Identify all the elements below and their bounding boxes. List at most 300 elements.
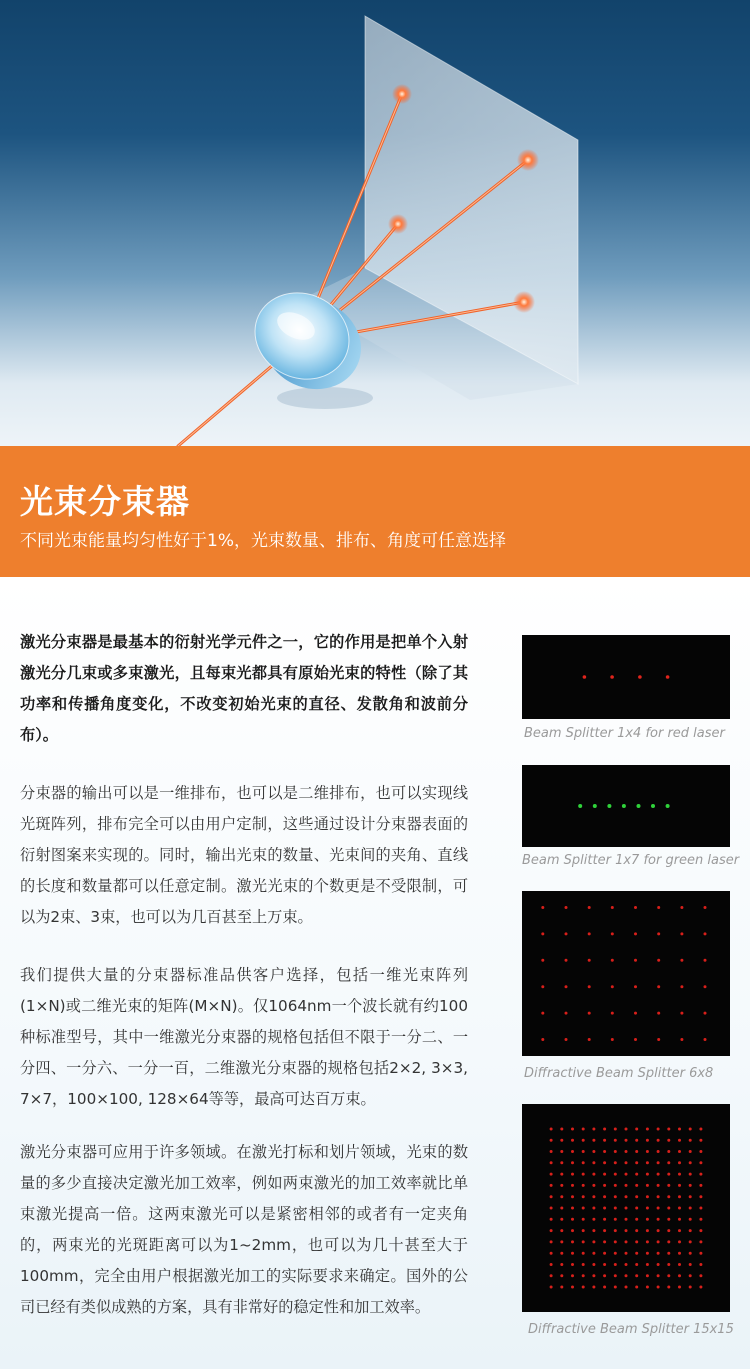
beam-splitter-illustration [0,0,750,446]
sample-caption: Diffractive Beam Splitter 15x15 [528,1322,734,1337]
laser-spot [637,804,641,808]
laser-spot [603,1263,606,1266]
laser-spot [657,1286,660,1289]
laser-spot [582,1207,585,1210]
laser-spot [689,1286,692,1289]
laser-spot [625,1161,628,1164]
laser-spot [646,1229,649,1232]
laser-spot [667,1274,670,1277]
output-paragraph: 分束器的输出可以是一维排布，也可以是二维排布，也可以实现线光斑阵列，排布完全可以由用户定制，这些通过设计分束器表面的衍射图案来实现的。同时，输出光束的数量、光束间的夹角、直线的长度和数量都可以任意定制。激光光束的个数更是不受限制，可以为2束、3束，也可以为几百甚至上万束。 [20,784,468,926]
laser-spot [571,1286,574,1289]
laser-spot [678,1263,681,1266]
laser-spot [592,1184,595,1187]
laser-spot [592,1150,595,1153]
laser-spot [657,985,660,988]
laser-spot [625,1128,628,1131]
laser-spot [571,1173,574,1176]
laser-spot [646,1195,649,1198]
laser-spot [699,1263,702,1266]
laser-spot [689,1263,692,1266]
laser-spot [614,1207,617,1210]
laser-spot [588,1038,591,1041]
laser-spot [657,906,660,909]
laser-spot [588,985,591,988]
laser-spot [667,1195,670,1198]
laser-spot [541,1038,544,1041]
laser-spot [614,1161,617,1164]
laser-spot [657,1150,660,1153]
laser-spot [571,1229,574,1232]
laser-spot [689,1150,692,1153]
laser-spot [603,1252,606,1255]
laser-spot [592,1195,595,1198]
laser-spot [541,985,544,988]
laser-spot [614,1184,617,1187]
laser-spot [634,932,637,935]
laser-spot [699,1207,702,1210]
laser-spot [614,1274,617,1277]
laser-spot [680,1012,683,1015]
laser-spot [704,1038,707,1041]
applications-paragraph: 激光分束器可应用于许多领域。在激光打标和划片领域，光束的数量的多少直接决定激光加工效率，例如两束激光的加工效率就比单束激光提高一倍。这两束激光可以是紧密相邻的或者有一定夹角的，两束光的光斑距离可以为1~2mm，也可以为几十甚至大于100mm，完全由用户根据激光加工的实际要求来确定。国外的公司已经有类似成熟的方案，具有非常好的稳定性和加工效率。 [20,1143,468,1316]
laser-spot [541,959,544,962]
laser-spot [578,804,582,808]
laser-spot [571,1207,574,1210]
laser-spot [680,932,683,935]
laser-spot [646,1218,649,1221]
laser-spot [657,1207,660,1210]
laser-spot [592,1173,595,1176]
laser-spot [667,1252,670,1255]
laser-spot [646,1161,649,1164]
laser-spot [565,932,568,935]
laser-spot [571,1139,574,1142]
laser-spot [699,1150,702,1153]
laser-spot [582,1263,585,1266]
hero-illustration [0,0,750,446]
laser-spot [603,1173,606,1176]
laser-spot [635,1207,638,1210]
laser-spot [699,1218,702,1221]
laser-spot [603,1274,606,1277]
laser-spot [699,1195,702,1198]
laser-spot [634,1012,637,1015]
laser-spot [565,1038,568,1041]
laser-spot [689,1229,692,1232]
laser-spot [689,1207,692,1210]
laser-spot [689,1240,692,1243]
laser-spot [550,1207,553,1210]
laser-spot [560,1252,563,1255]
laser-spot [560,1150,563,1153]
laser-spot [638,675,642,679]
laser-spot [560,1184,563,1187]
sample-caption: Beam Splitter 1x7 for green laser [522,853,740,868]
laser-spot [582,1286,585,1289]
laser-spot [565,1012,568,1015]
laser-spot [571,1150,574,1153]
laser-spot [699,1240,702,1243]
laser-spot [582,1139,585,1142]
laser-spot [635,1184,638,1187]
laser-spot [678,1207,681,1210]
sample-caption: Beam Splitter 1x4 for red laser [524,726,725,741]
content-section [0,577,750,1369]
laser-spot [550,1240,553,1243]
laser-spot [689,1161,692,1164]
laser-spot [588,906,591,909]
laser-spot [550,1161,553,1164]
laser-spot [571,1252,574,1255]
laser-spot [611,1012,614,1015]
laser-spot [592,1240,595,1243]
laser-spot [614,1218,617,1221]
laser-spot [550,1173,553,1176]
laser-spot [678,1173,681,1176]
laser-spot [614,1263,617,1266]
laser-spot [560,1128,563,1131]
laser-spot [550,1128,553,1131]
laser-spot [550,1150,553,1153]
laser-spot [625,1218,628,1221]
laser-spot [625,1240,628,1243]
laser-spot [678,1139,681,1142]
laser-spot [571,1274,574,1277]
laser-spot [699,1286,702,1289]
laser-spot [678,1286,681,1289]
laser-spot [614,1286,617,1289]
laser-spot [611,985,614,988]
laser-spot [550,1195,553,1198]
laser-spot [592,1128,595,1131]
page-title: 光束分束器 [20,482,190,521]
laser-spot [588,959,591,962]
laser-spot [603,1195,606,1198]
laser-spot [582,1184,585,1187]
laser-spot [592,1161,595,1164]
laser-spot [560,1263,563,1266]
laser-spot [646,1128,649,1131]
laser-spot [680,1038,683,1041]
laser-spot [614,1229,617,1232]
laser-spot [625,1263,628,1266]
laser-spot [625,1139,628,1142]
laser-spot [582,1150,585,1153]
laser-spot [689,1252,692,1255]
laser-spot [582,1218,585,1221]
laser-spot [560,1274,563,1277]
laser-spot [667,1229,670,1232]
laser-spot [550,1263,553,1266]
laser-spot [592,1218,595,1221]
laser-spot [635,1150,638,1153]
sample-1x4-red [522,635,730,719]
laser-spot [635,1240,638,1243]
laser-spot [614,1240,617,1243]
laser-spot [646,1274,649,1277]
laser-spot [657,1173,660,1176]
laser-spot [667,1173,670,1176]
laser-spot [666,675,670,679]
laser-spot [680,906,683,909]
laser-spot [560,1195,563,1198]
laser-spot [657,1184,660,1187]
laser-spot [657,1229,660,1232]
laser-spot [582,1274,585,1277]
laser-spot [657,1240,660,1243]
laser-spot [603,1286,606,1289]
laser-spot [678,1161,681,1164]
laser-spot [635,1218,638,1221]
laser-spot [550,1229,553,1232]
laser-spot [667,1161,670,1164]
laser-spot [635,1128,638,1131]
laser-spot [541,932,544,935]
laser-spot [635,1286,638,1289]
laser-spot [657,1252,660,1255]
laser-spot [592,1229,595,1232]
laser-spot [704,985,707,988]
laser-spot [541,1012,544,1015]
laser-spot [550,1252,553,1255]
laser-spot [560,1173,563,1176]
sample-caption: Diffractive Beam Splitter 6x8 [524,1066,714,1081]
laser-spot [699,1184,702,1187]
laser-spot [657,932,660,935]
laser-spot [582,1240,585,1243]
laser-spot [678,1274,681,1277]
laser-spot [678,1218,681,1221]
laser-spot [657,1038,660,1041]
laser-spot [680,985,683,988]
laser-spot [592,1274,595,1277]
laser-spot [611,959,614,962]
laser-spot [634,985,637,988]
laser-spot [611,906,614,909]
laser-spot [571,1263,574,1266]
laser-spot [565,959,568,962]
laser-spot [667,1218,670,1221]
laser-spot [625,1286,628,1289]
laser-spot [678,1240,681,1243]
laser-spot [582,1173,585,1176]
laser-spot [634,1038,637,1041]
laser-spot [592,1252,595,1255]
laser-spot [560,1218,563,1221]
laser-spot [689,1195,692,1198]
laser-spot [689,1173,692,1176]
laser-spot [541,906,544,909]
laser-spot [611,932,614,935]
laser-spot [603,1128,606,1131]
laser-spot [611,1038,614,1041]
laser-spot [593,804,597,808]
laser-spot [625,1184,628,1187]
laser-spot [603,1184,606,1187]
laser-spot [614,1139,617,1142]
laser-spot [635,1274,638,1277]
laser-spot [667,1139,670,1142]
laser-spot [588,932,591,935]
laser-spot [699,1128,702,1131]
laser-spot [646,1252,649,1255]
laser-spot [582,1229,585,1232]
laser-spot [635,1139,638,1142]
laser-spot [603,1229,606,1232]
laser-spot [625,1252,628,1255]
laser-spot [550,1286,553,1289]
laser-spot [592,1286,595,1289]
laser-spot [614,1128,617,1131]
laser-spot [582,1195,585,1198]
laser-spot [607,804,611,808]
laser-spot [603,1207,606,1210]
laser-spot [635,1263,638,1266]
laser-spot [689,1184,692,1187]
laser-spot [678,1195,681,1198]
laser-spot [689,1218,692,1221]
laser-spot [699,1252,702,1255]
laser-spot [571,1240,574,1243]
laser-spot [667,1207,670,1210]
laser-spot [699,1161,702,1164]
laser-spot [582,1252,585,1255]
laser-spot [678,1229,681,1232]
laser-spot [625,1207,628,1210]
laser-spot [646,1286,649,1289]
laser-spot [689,1274,692,1277]
laser-spot [565,985,568,988]
laser-spot [699,1139,702,1142]
laser-spot [560,1207,563,1210]
laser-spot [635,1161,638,1164]
sample-1x7-green [522,765,730,847]
laser-spot [625,1195,628,1198]
laser-spot [699,1274,702,1277]
laser-spot [625,1173,628,1176]
laser-spot [667,1150,670,1153]
laser-spot [603,1150,606,1153]
laser-spot [646,1150,649,1153]
laser-spot [704,959,707,962]
laser-spot [678,1184,681,1187]
sample-15x15 [522,1104,730,1312]
laser-spot [583,675,587,679]
laser-spot [678,1150,681,1153]
laser-spot [614,1252,617,1255]
laser-spot [571,1161,574,1164]
laser-spot [646,1263,649,1266]
laser-spot [592,1139,595,1142]
laser-spot [699,1173,702,1176]
title-banner [0,446,750,577]
laser-spot [625,1150,628,1153]
laser-spot [625,1229,628,1232]
laser-spot [657,1161,660,1164]
laser-spot [614,1150,617,1153]
laser-spot [634,906,637,909]
laser-spot [666,804,670,808]
laser-spot [704,932,707,935]
laser-spot [657,1128,660,1131]
laser-spot [582,1128,585,1131]
laser-spot [689,1128,692,1131]
laser-spot [678,1252,681,1255]
laser-spot [603,1240,606,1243]
laser-spot [603,1161,606,1164]
laser-spot [651,804,655,808]
laser-spot [657,1139,660,1142]
laser-spot [571,1195,574,1198]
laser-spot [571,1184,574,1187]
laser-spot [614,1195,617,1198]
laser-spot [646,1173,649,1176]
standard-products-paragraph: 我们提供大量的分束器标准品供客户选择，包括一维光束阵列(1×N)或二维光束的矩阵(M×N)。仅1064nm一个波长就有约100种标准型号，其中一维激光分束器的规格包括但不限于一分二、一分四、一分六、一分一百，二维激光分束器的规格包括2×2, 3×3, 7×7，100×100, 128×64等等，最高可达百万束。 [20,966,468,1108]
laser-spot [588,1012,591,1015]
laser-spot [667,1263,670,1266]
laser-spot [550,1184,553,1187]
page-subtitle: 不同光束能量均匀性好于1%，光束数量、排布、角度可任意选择 [20,531,506,551]
laser-spot [550,1218,553,1221]
laser-spot [680,959,683,962]
laser-spot [704,1012,707,1015]
laser-spot [634,959,637,962]
laser-spot [689,1139,692,1142]
laser-spot [603,1139,606,1142]
laser-spot [560,1161,563,1164]
laser-spot [592,1207,595,1210]
laser-spot [582,1161,585,1164]
laser-spot [603,1218,606,1221]
laser-spot [699,1229,702,1232]
laser-spot [635,1229,638,1232]
laser-spot [635,1252,638,1255]
laser-spot [646,1139,649,1142]
laser-spot [560,1286,563,1289]
laser-spot [667,1286,670,1289]
laser-spot [550,1139,553,1142]
laser-spot [560,1229,563,1232]
laser-spot [646,1240,649,1243]
laser-spot [646,1207,649,1210]
laser-spot [667,1184,670,1187]
laser-spot [565,906,568,909]
laser-spot [667,1240,670,1243]
laser-spot [614,1173,617,1176]
laser-spot [560,1139,563,1142]
laser-spot [610,675,614,679]
laser-spot [635,1173,638,1176]
laser-spot [646,1184,649,1187]
laser-spot [657,1012,660,1015]
laser-spot [678,1128,681,1131]
laser-spot [657,1274,660,1277]
laser-spot [625,1274,628,1277]
laser-spot [635,1195,638,1198]
laser-spot [657,1218,660,1221]
laser-spot [550,1274,553,1277]
laser-spot [657,1195,660,1198]
laser-spot [704,906,707,909]
laser-spot [560,1240,563,1243]
laser-spot [592,1263,595,1266]
laser-spot [657,1263,660,1266]
laser-spot [657,959,660,962]
laser-spot [667,1128,670,1131]
laser-spot [571,1128,574,1131]
laser-spot [571,1218,574,1221]
laser-spot [622,804,626,808]
